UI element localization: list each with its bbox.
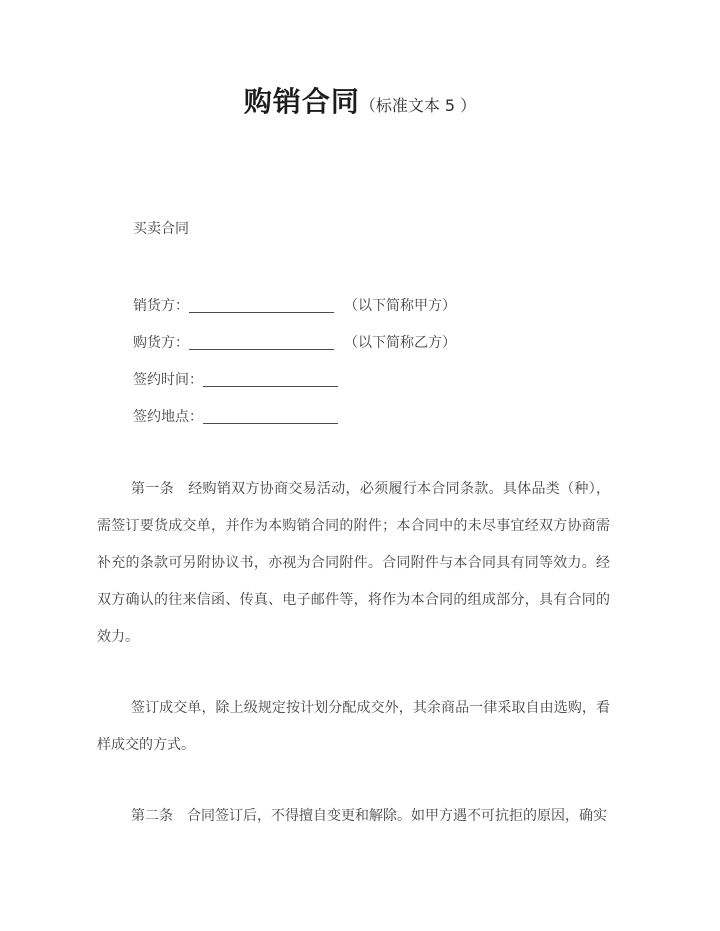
field-row-buyer bbox=[133, 330, 456, 353]
clause-2-paragraph: 第二条 合同签订后，不得擅自变更和解除。如甲方遇不可抗拒的原因，确实 bbox=[131, 808, 607, 824]
signing-time-label: 签约时间： bbox=[133, 372, 203, 388]
document-title bbox=[0, 80, 720, 120]
field-row-seller bbox=[133, 293, 456, 316]
buyer-note: （以下简称乙方） bbox=[344, 335, 456, 351]
title-main: 购销合同 bbox=[243, 85, 360, 118]
field-row-signing-place bbox=[133, 404, 348, 427]
buyer-blank-line[interactable] bbox=[189, 333, 334, 350]
signing-time-blank-line[interactable] bbox=[203, 370, 338, 387]
seller-label: 销货方： bbox=[133, 298, 189, 314]
seller-blank-line[interactable] bbox=[189, 296, 334, 313]
seller-note: （以下简称甲方） bbox=[344, 298, 456, 314]
clause-1-supplement-paragraph: 签订成交单，除上级规定按计划分配成交外，其余商品一律采取自由选购，看样成交的方式。 bbox=[97, 700, 610, 753]
buyer-label: 购货方： bbox=[133, 335, 189, 351]
signing-place-blank-line[interactable] bbox=[203, 407, 338, 424]
clause-1-paragraph: 第一条 经购销双方协商交易活动，必须履行本合同条款。具体品类（种），需签订要货成交单，并作为本购销合同的附件；本合同中的未尽事宜经双方协商需补充的条款可另附协议书，亦视为合同附件。合同附件与本合同具有同等效力。经双方确认的往来信函、传真、电子邮件等，将作为本合同的组成部分，具有合同的效力。 bbox=[97, 481, 610, 645]
signing-place-label: 签约地点： bbox=[133, 409, 203, 425]
field-row-signing-time bbox=[133, 367, 348, 390]
title-subtitle: （标准文本 5 ） bbox=[359, 96, 477, 115]
contract-type-label: 买卖合同 bbox=[133, 221, 189, 237]
